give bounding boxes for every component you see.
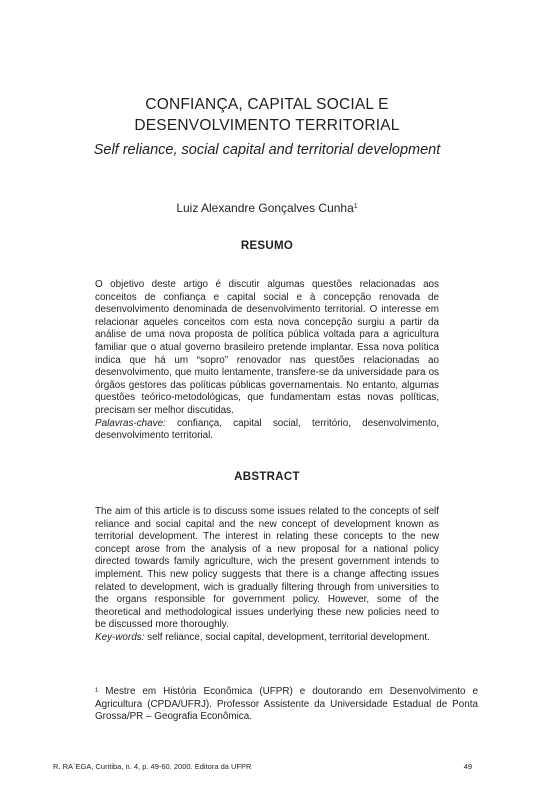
abstract-heading: ABSTRACT <box>234 471 300 483</box>
author-footnote-mark: 1 <box>353 203 358 210</box>
author-line <box>40 200 494 216</box>
resumo-heading: RESUMO <box>240 240 294 252</box>
article-subtitle: Self reliance, social capital and territorial development <box>93 142 441 158</box>
resumo-keywords-text: confiança, capital social, território, desenvolvimento, desenvolvimento territorial. <box>95 417 439 442</box>
footnote-text: Mestre em História Econômica (UFPR) e doutorando em Desenvolvimento e Agricultura (CPDA/UFRJ). Professor Assistente da Universidade Estadual de Ponta Grossa/PR – Geografia Econômica. <box>95 686 478 723</box>
abstract-keywords <box>95 632 439 645</box>
resumo-keywords <box>95 418 439 443</box>
page-number: 49 <box>463 762 472 771</box>
footnote <box>95 686 478 724</box>
footnote-mark: ¹ <box>95 686 99 697</box>
abstract-body: The aim of this article is to discuss some issues related to the concepts of self reliance and social capital and the new concept of development known as territorial development. The interest in relating these concepts to the new concept arose from the analysis of a new proposal for a national policy directed towards family agriculture, wich the present government intends to implement. This new policy suggests that there is a change affecting issues related to development, wich is gradually filtering through from universities to the organs responsible for government policy. However, some of the theoretical and methodological issues underlying these new policies need to be discussed more thoroughly. <box>95 506 439 631</box>
title-line-1: CONFIANÇA, CAPITAL SOCIAL E <box>145 96 389 113</box>
resumo-section <box>95 279 439 443</box>
article-title <box>40 94 494 136</box>
title-line-2: DESENVOLVIMENTO TERRITORIAL <box>134 117 400 134</box>
footer-citation: R. RA´EGA, Curitiba, n. 4, p. 49-60. 2000. Editora da UFPR <box>53 762 252 771</box>
author-name: Luiz Alexandre Gonçalves Cunha <box>176 201 354 215</box>
abstract-section <box>95 506 439 645</box>
abstract-keywords-label: Key-words: <box>95 631 145 643</box>
resumo-keywords-label: Palavras-chave: <box>95 417 166 429</box>
resumo-body: O objetivo deste artigo é discutir algumas questões relacionadas aos conceitos de confiança e capital social e à concepção renovada de desenvolvimento denominada de desenvolvimento territorial. O interesse em relacionar aqueles conceitos com esta nova concepção surgiu a partir da análise de uma nova proposta de política pública voltada para a agricultura familiar que o atual governo brasileiro pretende implantar. Essa nova política indica que há um “sopro” renovador nas questões relacionadas ao desenvolvimento, que muito lentamente, transfere-se da universidade para os órgãos gestores das políticas públicas governamentais. No entanto, algumas questões teórico-metodológicas, que fundamentam estas novas políticas, precisam ser melhor discutidas. <box>95 279 439 416</box>
abstract-keywords-text: self reliance, social capital, development, territorial development. <box>144 631 430 643</box>
